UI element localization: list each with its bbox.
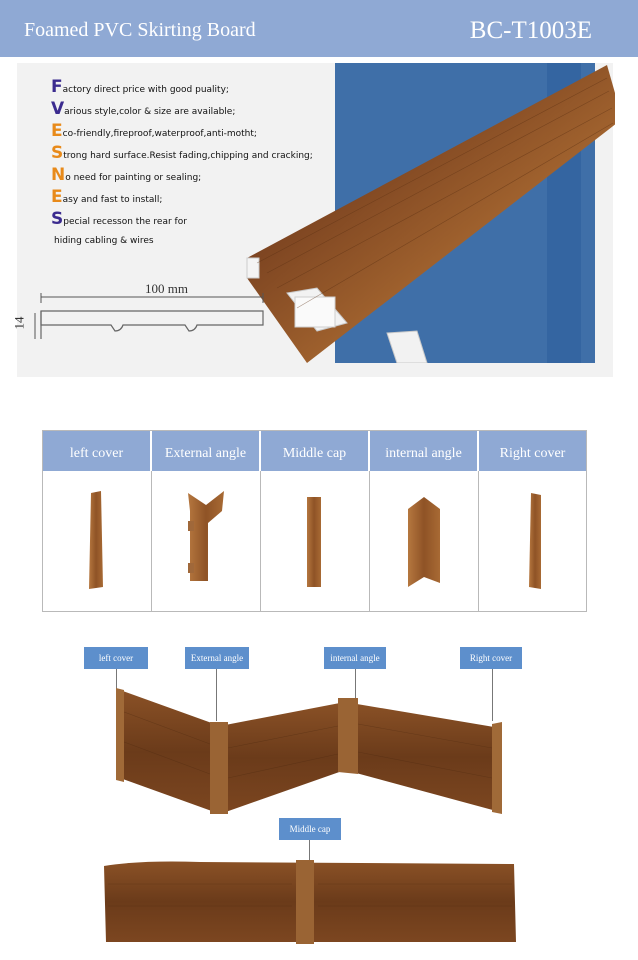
- feature-item: Strong hard surface.Resist fading,chipping and cracking;: [51, 143, 313, 163]
- tag-middle-cap: Middle cap: [279, 818, 341, 840]
- feature-item: Easy and fast to install;: [51, 187, 163, 207]
- right-cover-image: [479, 471, 587, 611]
- header-left-cover: left cover: [43, 431, 152, 471]
- feature-item: hiding cabling & wires: [54, 236, 154, 246]
- height-label: 14: [11, 316, 27, 330]
- feature-item: No need for painting or sealing;: [51, 165, 202, 185]
- feature-initial: F: [51, 77, 63, 97]
- feature-item: Factory direct price with good puality;: [51, 77, 229, 97]
- profile-drawing: [27, 291, 277, 347]
- accessory-header-row: [43, 431, 586, 471]
- middle-cap-image: [261, 471, 370, 611]
- left-cover-image: [43, 471, 152, 611]
- feature-initial: N: [51, 165, 66, 185]
- feature-panel: [11, 63, 613, 377]
- width-label: 100 mm: [145, 281, 188, 296]
- tag-left-cover: left cover: [84, 647, 148, 669]
- external-angle-image: [152, 471, 261, 611]
- header-right-cover: Right cover: [499, 446, 566, 461]
- feature-initial: S: [51, 209, 64, 229]
- internal-angle-image: [370, 471, 479, 611]
- header-internal-angle: internal angle: [370, 431, 479, 471]
- product-title: Foamed PVC Skirting Board: [24, 19, 256, 41]
- feature-initial: E: [51, 121, 63, 141]
- feature-initial: E: [51, 187, 63, 207]
- feature-item: Eco-friendly,fireproof,waterproof,anti-motht;: [51, 121, 257, 141]
- installation-diagram: [110, 682, 510, 822]
- feature-list: [51, 76, 313, 252]
- header-external-angle: External angle: [152, 431, 261, 471]
- tag-internal-angle: internal angle: [324, 647, 386, 669]
- feature-item: Various style,color & size are available;: [51, 99, 236, 119]
- tag-right-cover: Right cover: [460, 647, 522, 669]
- header-banner: [0, 0, 638, 57]
- feature-initial: V: [51, 99, 65, 119]
- feature-item: Special recesson the rear for: [51, 209, 187, 229]
- feature-initial: S: [51, 143, 64, 163]
- product-code: BC-T1003E: [469, 17, 592, 44]
- accessory-image-row: [43, 471, 586, 611]
- header-middle-cap: Middle cap: [261, 431, 370, 471]
- tag-external-angle: External angle: [185, 647, 249, 669]
- accessory-table: [42, 430, 587, 612]
- straight-board-diagram: [100, 858, 520, 946]
